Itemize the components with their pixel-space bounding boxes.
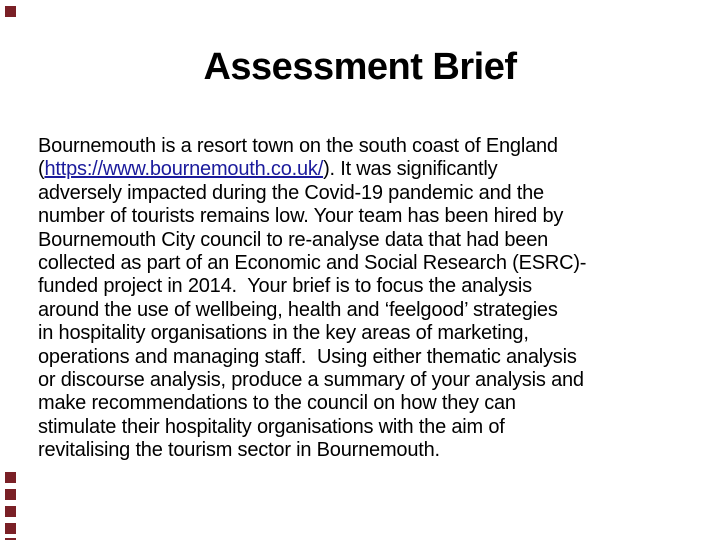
body-line: in hospitality organisations in the key areas of marketing,: [38, 322, 529, 345]
edge-pattern-square: [5, 489, 16, 500]
edge-pattern-square: [5, 472, 16, 483]
link-suffix-text: ). It was significantly: [323, 158, 498, 181]
body-line: Bournemouth City council to re-analyse data that had been: [38, 228, 549, 251]
bournemouth-url-link[interactable]: https://www.bournemouth.co.uk/: [44, 158, 324, 181]
edge-pattern-square: [5, 523, 16, 534]
body-line: or discourse analysis, produce a summary of your analysis and: [38, 369, 584, 392]
slide-body-paragraph: [38, 135, 688, 463]
body-line: Bournemouth is a resort town on the south coast of England: [38, 135, 558, 157]
edge-pattern-square: [5, 506, 16, 517]
body-line-with-link: [38, 158, 688, 181]
body-line: number of tourists remains low. Your team has been hired by: [38, 205, 564, 228]
body-line: make recommendations to the council on how they can: [38, 392, 516, 415]
link-open-paren: (: [38, 158, 45, 181]
edge-pattern-square: [5, 6, 16, 17]
body-line: collected as part of an Economic and Social Research (ESRC)-: [38, 252, 587, 275]
body-line: around the use of wellbeing, health and ‘feelgood’ strategies: [38, 298, 558, 321]
body-line: operations and managing staff. Using either thematic analysis: [38, 345, 577, 368]
body-line: revitalising the tourism sector in Bournemouth.: [38, 439, 440, 462]
slide-title: Assessment Brief: [203, 46, 517, 88]
body-line: funded project in 2014. Your brief is to focus the analysis: [38, 275, 532, 298]
body-line: stimulate their hospitality organisations with the aim of: [38, 415, 505, 438]
body-line: adversely impacted during the Covid-19 pandemic and the: [38, 181, 544, 204]
